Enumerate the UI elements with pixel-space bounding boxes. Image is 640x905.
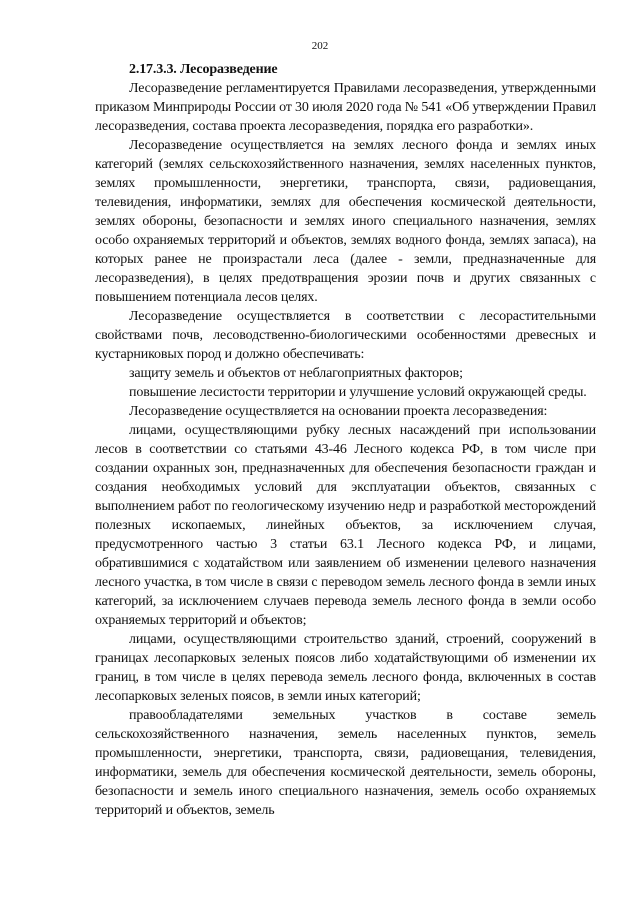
paragraph: Лесоразведение регламентируется Правилами лесоразведения, утвержденными приказом Минприроды России от 30 июля 2020 года № 541 «Об утверждении Правил лесоразведения, состава проекта лесоразведения, порядка его разработки».: [95, 81, 596, 134]
paragraph: Лесоразведение осуществляется в соответствии с лесорастительными свойствами почв, лесоводственно-биологическими особенностями древесных и кустарниковых пород и должно обеспечивать:: [95, 309, 596, 362]
paragraph: повышение лесистости территории и улучшение условий окружающей среды.: [129, 385, 587, 400]
paragraph: правообладателями земельных участков в составе земель сельскохозяйственного назначения, земель населенных пунктов, земель промышленности, энергетики, транспорта, связи, радиовещания, телевидения, информатики, земель для обеспечения космической деятельности, земель обороны, безопасности и земель иного специального назначения, земель особо охраняемых территорий и объектов, земель: [95, 708, 596, 818]
paragraph: Лесоразведение осуществляется на основании проекта лесоразведения:: [129, 404, 548, 419]
paragraph: лицами, осуществляющими рубку лесных насаждений при использовании лесов в соответствии со статьями 43-46 Лесного кодекса РФ, в том числе при создании охранных зон, предназначенных для обеспечения безопасности граждан и создания необходимых условий для эксплуатации объектов, связанных с выполнением работ по геологическому изучению недр и разработкой месторождений полезных ископаемых, линейных объектов, за исключением случая, предусмотренного частью 3 статьи 63.1 Лесного кодекса РФ, и лицами, обратившимися с ходатайством или заявлением об изменении целевого назначения лесного участка, в том числе в связи с переводом земель лесного фонда в земли иных категорий, за исключением случаев перевода земель лесного фонда в земли особо охраняемых территорий и объектов;: [95, 423, 596, 628]
paragraph: защиту земель и объектов от неблагоприятных факторов;: [129, 366, 463, 381]
section-heading: 2.17.3.3. Лесоразведение: [129, 62, 278, 77]
paragraph: Лесоразведение осуществляется на землях лесного фонда и землях иных категорий (землях сельскохозяйственного назначения, землях населенных пунктов, землях промышленности, энергетики, транспорта, связи, радиовещания, телевидения, информатики, землях для обеспечения космической деятельности, землях обороны, безопасности и землях иного специального назначения, землях особо охраняемых территорий и объектов, землях водного фонда, землях запаса), на которых ранее не произрастали леса (далее - земли, предназначенные для лесоразведения), в целях предотвращения эрозии почв и других связанных с повышением потенциала лесов целях.: [95, 138, 596, 305]
document-body: [95, 60, 596, 820]
page-number: 202: [311, 40, 329, 52]
paragraph: лицами, осуществляющими строительство зданий, строений, сооружений в границах лесопарковых зеленых поясов либо ходатайствующими об изменении их границ, в том числе в целях перевода земель лесного фонда, включенных в состав лесопарковых зеленых поясов, в земли иных категорий;: [95, 632, 596, 704]
